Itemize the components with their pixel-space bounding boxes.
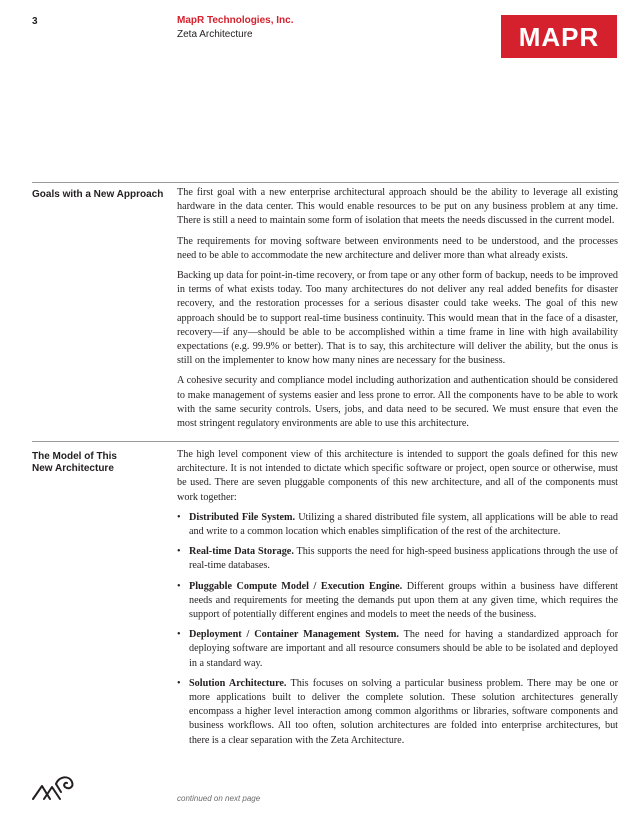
section-divider bbox=[32, 441, 619, 442]
mapr-elephant-icon bbox=[30, 772, 76, 802]
section-body-goals bbox=[177, 186, 618, 437]
list-item bbox=[177, 511, 618, 539]
list-item-term: Solution Architecture. bbox=[189, 677, 287, 689]
list-item bbox=[177, 580, 618, 623]
list-item-term: Distributed File System. bbox=[189, 511, 296, 523]
component-list bbox=[177, 511, 618, 748]
paragraph: Backing up data for point-in-time recovery, or from tape or any other form of backup, needs to be improved in terms of what exists today. Too many architectures do not deliver any real added benefits for disaster recovery, and the restoration processes for a serious disaster could take weeks. The goal of this new approach should be to support real-time business continuity. This would mean that in the face of a disaster, recovery—if any—should be able to be accomplished within a time frame in line with high availability expectations (e.g. 99.9% or better). That is to say, this architecture will deliver the ability, but the onus is still on the implementer to know how many nines are necessary for the business. bbox=[177, 270, 618, 367]
section-title-model bbox=[32, 451, 172, 475]
section-title-goals: Goals with a New Approach bbox=[32, 189, 164, 200]
company-name: MapR Technologies, Inc. bbox=[177, 15, 294, 26]
list-item bbox=[177, 677, 618, 748]
list-item-term: Real-time Data Storage. bbox=[189, 546, 294, 558]
list-item-text: Different groups within a business have different needs and requirements for meeting the demands put upon them at any given time, which requires the support of potentially different engines and models to meet the needs of the business. bbox=[189, 580, 618, 621]
list-item-term: Pluggable Compute Model / Execution Engine. bbox=[189, 580, 403, 592]
section-title-line: The Model of This bbox=[32, 451, 117, 462]
list-item-text: Utilizing a shared distributed file system, all applications will be able to read and write to a common location which enables simplification of the rest of the architecture. bbox=[189, 511, 618, 538]
paragraph: The high level component view of this architecture is intended to support the goals defined for this new architecture. It is not intended to dictate which specific software or project, open source or otherwise, must be used. There are seven pluggable components of this new architecture, and all of the components must work together: bbox=[177, 449, 618, 503]
document-subtitle: Zeta Architecture bbox=[177, 29, 253, 40]
section-title-line: New Architecture bbox=[32, 463, 114, 474]
section-divider bbox=[32, 182, 619, 183]
continued-note: continued on next page bbox=[177, 794, 261, 803]
section-body-model bbox=[177, 448, 618, 754]
paragraph: A cohesive security and compliance model including authorization and authentication should be considered to make management of systems easier and less prone to error. All the components have to be able to work with the same security controls. Users, jobs, and data need to be secured. We must ensure that even the most stringent regulatory environments are able to use this architecture. bbox=[177, 375, 618, 430]
list-item-text: This focuses on solving a particular business problem. There may be one or more applications built to deliver the complete solution. These solution architectures generally encompass a higher level interaction among common algorithms or libraries, software components and business workflows. All too often, solution architectures are folded into enterprise architectures, but there is a clear separation with the Zeta Architecture. bbox=[189, 677, 618, 746]
logo-text: MAPR bbox=[518, 22, 600, 52]
list-item bbox=[177, 628, 618, 671]
page-number: 3 bbox=[32, 16, 38, 27]
paragraph: The first goal with a new enterprise architectural approach should be the ability to leverage all existing hardware in the data center. This would enable resources to be put on any business problem at any time. There is still a need to maintain some form of isolation that meets the needs discussed in the current model. bbox=[177, 187, 618, 227]
list-item-term: Deployment / Container Management System. bbox=[189, 629, 399, 641]
list-item-text: This supports the need for high-speed business applications through the use of real-time databases. bbox=[189, 546, 618, 572]
mapr-logo bbox=[501, 15, 617, 58]
list-item-text: The need for having a standardized approach for deploying software are important and all resource consumers should be able to be isolated and deployed in a standard way. bbox=[189, 629, 618, 669]
paragraph: The requirements for moving software between environments need to be understood, and the processes need to be able to accommodate the new architecture and deliver more than what already exists. bbox=[177, 235, 618, 261]
list-item bbox=[177, 545, 618, 573]
